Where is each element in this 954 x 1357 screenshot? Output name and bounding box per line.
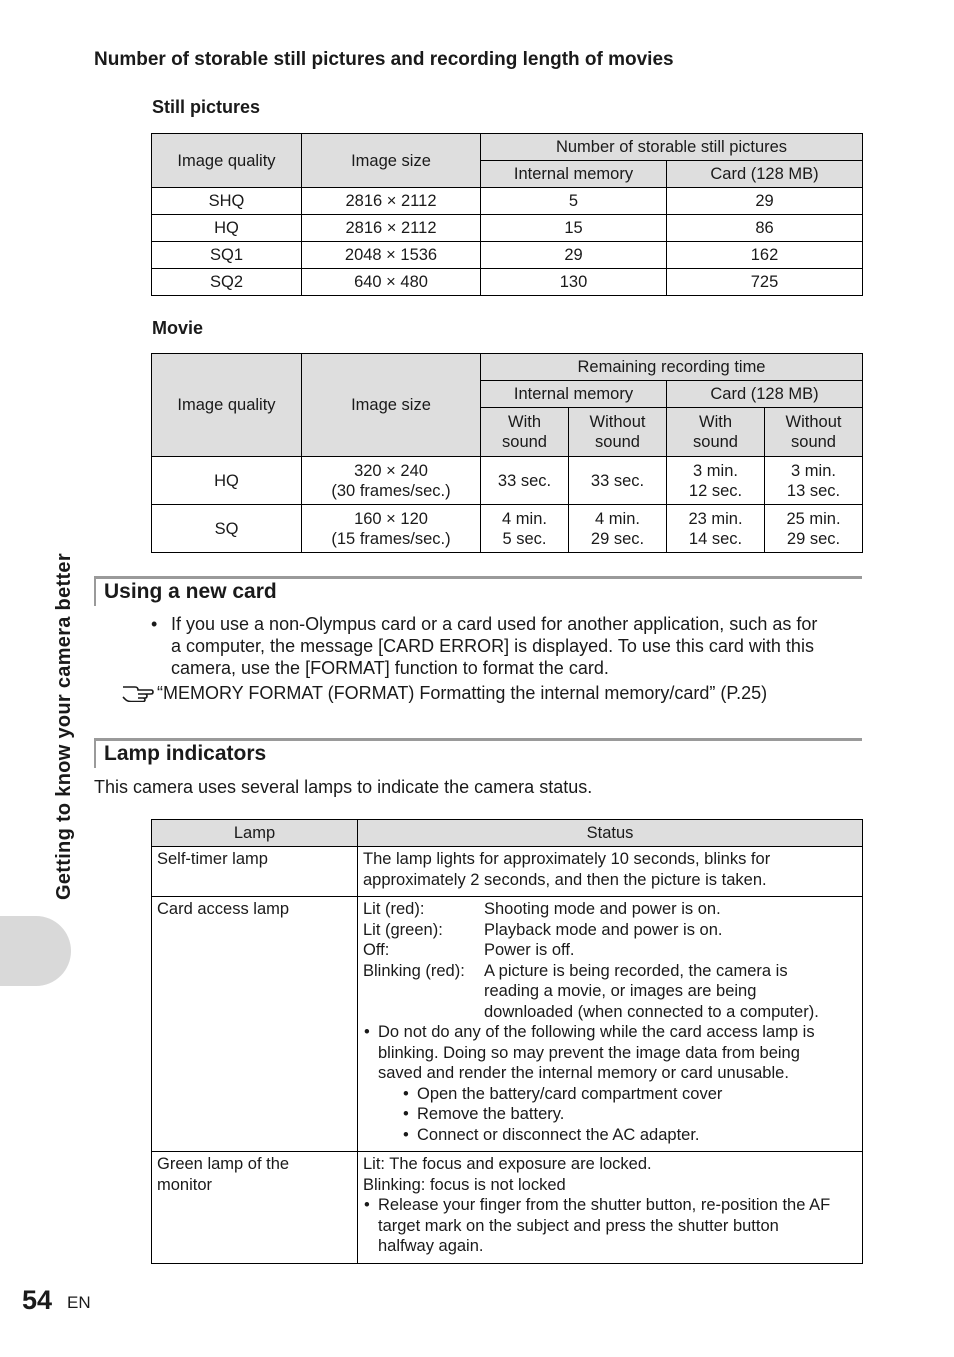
warning-bullet (363, 1022, 854, 1084)
col-card: Card (128 MB) (667, 381, 863, 408)
text-line: halfway again. (378, 1237, 484, 1255)
sub-bullet: • Open the battery/card compartment cover (363, 1084, 854, 1105)
cell-internal-with: 33 sec. (481, 457, 569, 505)
section-using-new-card (94, 576, 862, 606)
col-card-without-sound (765, 408, 863, 457)
status-key: Off: (363, 941, 390, 959)
sub-bullet: • Remove the battery. (363, 1104, 854, 1125)
table-row (152, 457, 863, 505)
table-row (152, 847, 863, 897)
cell-size (302, 505, 481, 553)
text-line: The lamp lights for approximately 10 seconds, blinks for (363, 850, 771, 868)
bullet-icon: • (151, 614, 158, 634)
cell-quality: SQ1 (152, 242, 302, 269)
lamp-table (151, 819, 863, 1264)
chapter-tab (0, 916, 71, 986)
text-line: monitor (157, 1175, 213, 1194)
cell-card-without (765, 457, 863, 505)
cell-size: 2816 × 2112 (302, 188, 481, 215)
col-image-size: Image size (302, 134, 481, 188)
movie-heading: Movie (152, 318, 204, 338)
cell-line: 29 sec. (590, 529, 645, 548)
cell-size: 2816 × 2112 (302, 215, 481, 242)
table-row (152, 897, 863, 1152)
cell-card-with (667, 505, 765, 553)
cell-line: 25 min. (786, 509, 841, 528)
cell-size (302, 457, 481, 505)
cell-line: 14 sec. (688, 529, 743, 548)
status-entry (363, 961, 854, 1023)
section-lamp-indicators (94, 738, 862, 768)
cell-card-without (765, 505, 863, 553)
status-entry (363, 899, 854, 920)
status-value (484, 961, 819, 1023)
page-language: EN (67, 1293, 91, 1312)
status-value: Shooting mode and power is on. (484, 900, 721, 918)
status-text (358, 847, 862, 896)
text-line: A picture is being recorded, the camera is (484, 961, 788, 980)
text-line: • Do not do any of the following while the card access lamp is (378, 1023, 815, 1041)
status-value: Power is off. (484, 941, 575, 959)
section-rule (94, 576, 862, 579)
status-key: Blinking (red): (363, 961, 465, 980)
lamp-intro: This camera uses several lamps to indicate the camera status. (94, 777, 593, 797)
lamp-status-cell (358, 847, 863, 897)
text-line: blinking. Doing so may prevent the image data from being (378, 1043, 800, 1062)
section-tick (94, 738, 96, 768)
text-line: Blinking: focus is not locked (363, 1175, 566, 1194)
table-row (152, 188, 863, 215)
header-line: With (508, 413, 541, 431)
section-title: Lamp indicators (104, 742, 267, 765)
cell-internal: 15 (481, 215, 667, 242)
cell-line: 320 × 240 (354, 461, 428, 480)
col-internal-without-sound (569, 408, 667, 457)
lamp-name: Card access lamp (157, 900, 290, 918)
lamp-status-cell (358, 897, 863, 1152)
lamp-name-cell (152, 1152, 358, 1264)
cell-internal: 130 (481, 269, 667, 296)
col-internal-memory: Internal memory (481, 381, 667, 408)
text-line: a computer, the message [CARD ERROR] is displayed. To use this card with this (171, 636, 814, 656)
table-row (152, 242, 863, 269)
text-line: Lit: The focus and exposure are locked. (363, 1155, 652, 1173)
lamp-name-cell (152, 847, 358, 897)
status-entry (363, 940, 854, 961)
lamp-status-cell (358, 1152, 863, 1264)
cell-card: 29 (667, 188, 863, 215)
cell-line: 12 sec. (688, 481, 743, 500)
col-storable-group: Number of storable still pictures (481, 134, 863, 161)
release-bullet (363, 1195, 854, 1257)
cell-internal: 29 (481, 242, 667, 269)
cell-line: (30 frames/sec.) (331, 481, 451, 500)
text-line: reading a movie, or images are being (484, 982, 757, 1000)
cell-quality: SHQ (152, 188, 302, 215)
status-value: Playback mode and power is on. (484, 920, 723, 939)
text-line: If you use a non-Olympus card or a card used for another application, such as for (171, 614, 818, 634)
status-key: Lit (red): (363, 900, 425, 918)
table-row (152, 505, 863, 553)
col-recording-group: Remaining recording time (481, 354, 863, 381)
status-entry (363, 920, 854, 941)
cell-size: 640 × 480 (302, 269, 481, 296)
cell-line: (15 frames/sec.) (331, 529, 451, 548)
cell-size: 2048 × 1536 (302, 242, 481, 269)
header-line: Without (785, 413, 842, 431)
table-row (152, 215, 863, 242)
cell-internal-without (569, 505, 667, 553)
col-image-size: Image size (302, 354, 481, 457)
section-rule (94, 738, 862, 741)
cell-line: 3 min. (693, 461, 738, 480)
text-line: camera, use the [FORMAT] function to format the card. (171, 658, 609, 678)
section-title: Using a new card (104, 580, 277, 603)
cell-line: 3 min. (791, 461, 836, 480)
col-card-with-sound (667, 408, 765, 457)
table-row (152, 269, 863, 296)
cell-card-with (667, 457, 765, 505)
lamp-name (152, 1152, 357, 1201)
cell-line: 23 min. (688, 509, 743, 528)
lamp-name: Self-timer lamp (157, 850, 268, 868)
col-lamp: Lamp (152, 820, 358, 847)
cell-quality: SQ2 (152, 269, 302, 296)
header-line: sound (502, 433, 547, 451)
table-row (152, 1152, 863, 1264)
text-line: saved and render the internal memory or card unusable. (378, 1064, 789, 1082)
status-text (358, 1152, 862, 1263)
col-status: Status (358, 820, 863, 847)
cell-card: 725 (667, 269, 863, 296)
main-heading: Number of storable still pictures and recording length of movies (94, 49, 674, 70)
cell-internal-without: 33 sec. (569, 457, 667, 505)
section-tick (94, 576, 96, 606)
text-line: Green lamp of the (157, 1155, 290, 1173)
col-internal-with-sound (481, 408, 569, 457)
cell-line: 5 sec. (502, 529, 547, 548)
page-number: 54 (22, 1285, 53, 1315)
col-internal-memory: Internal memory (481, 161, 667, 188)
text-line: target mark on the subject and press the shutter button (378, 1216, 779, 1235)
still-pictures-heading: Still pictures (152, 97, 261, 117)
cell-line: 4 min. (595, 509, 640, 528)
cell-line: 29 sec. (786, 529, 841, 548)
header-line: sound (791, 433, 836, 451)
new-card-bullet-text (171, 613, 871, 679)
cell-line: 160 × 120 (354, 509, 428, 528)
text-line: • Release your finger from the shutter button, re-position the AF (378, 1196, 831, 1214)
header-line: Without (589, 413, 646, 431)
cell-card: 162 (667, 242, 863, 269)
still-pictures-table (151, 133, 863, 296)
status-key: Lit (green): (363, 920, 443, 939)
cell-quality: HQ (152, 215, 302, 242)
col-image-quality: Image quality (152, 354, 302, 457)
movie-table (151, 353, 863, 553)
text-line: downloaded (when connected to a computer). (484, 1002, 819, 1021)
col-card: Card (128 MB) (667, 161, 863, 188)
text-line: approximately 2 seconds, and then the picture is taken. (363, 870, 767, 889)
format-reference-link[interactable]: “MEMORY FORMAT (FORMAT) Formatting the internal memory/card” (P.25) (157, 683, 768, 703)
cell-card: 86 (667, 215, 863, 242)
cell-quality: HQ (152, 457, 302, 505)
cell-internal: 5 (481, 188, 667, 215)
status-text (358, 897, 862, 1151)
header-line: sound (693, 433, 738, 451)
chapter-title-vertical: Getting to know your camera better (53, 553, 75, 900)
col-image-quality: Image quality (152, 134, 302, 188)
cell-internal-with (481, 505, 569, 553)
cell-quality: SQ (152, 505, 302, 553)
reference-hand-icon (121, 683, 155, 702)
sub-bullet: • Connect or disconnect the AC adapter. (363, 1125, 854, 1146)
lamp-name-cell (152, 897, 358, 1152)
cell-line: 13 sec. (786, 481, 841, 500)
header-line: With (699, 413, 732, 431)
header-line: sound (595, 433, 640, 451)
cell-line: 4 min. (502, 509, 547, 528)
